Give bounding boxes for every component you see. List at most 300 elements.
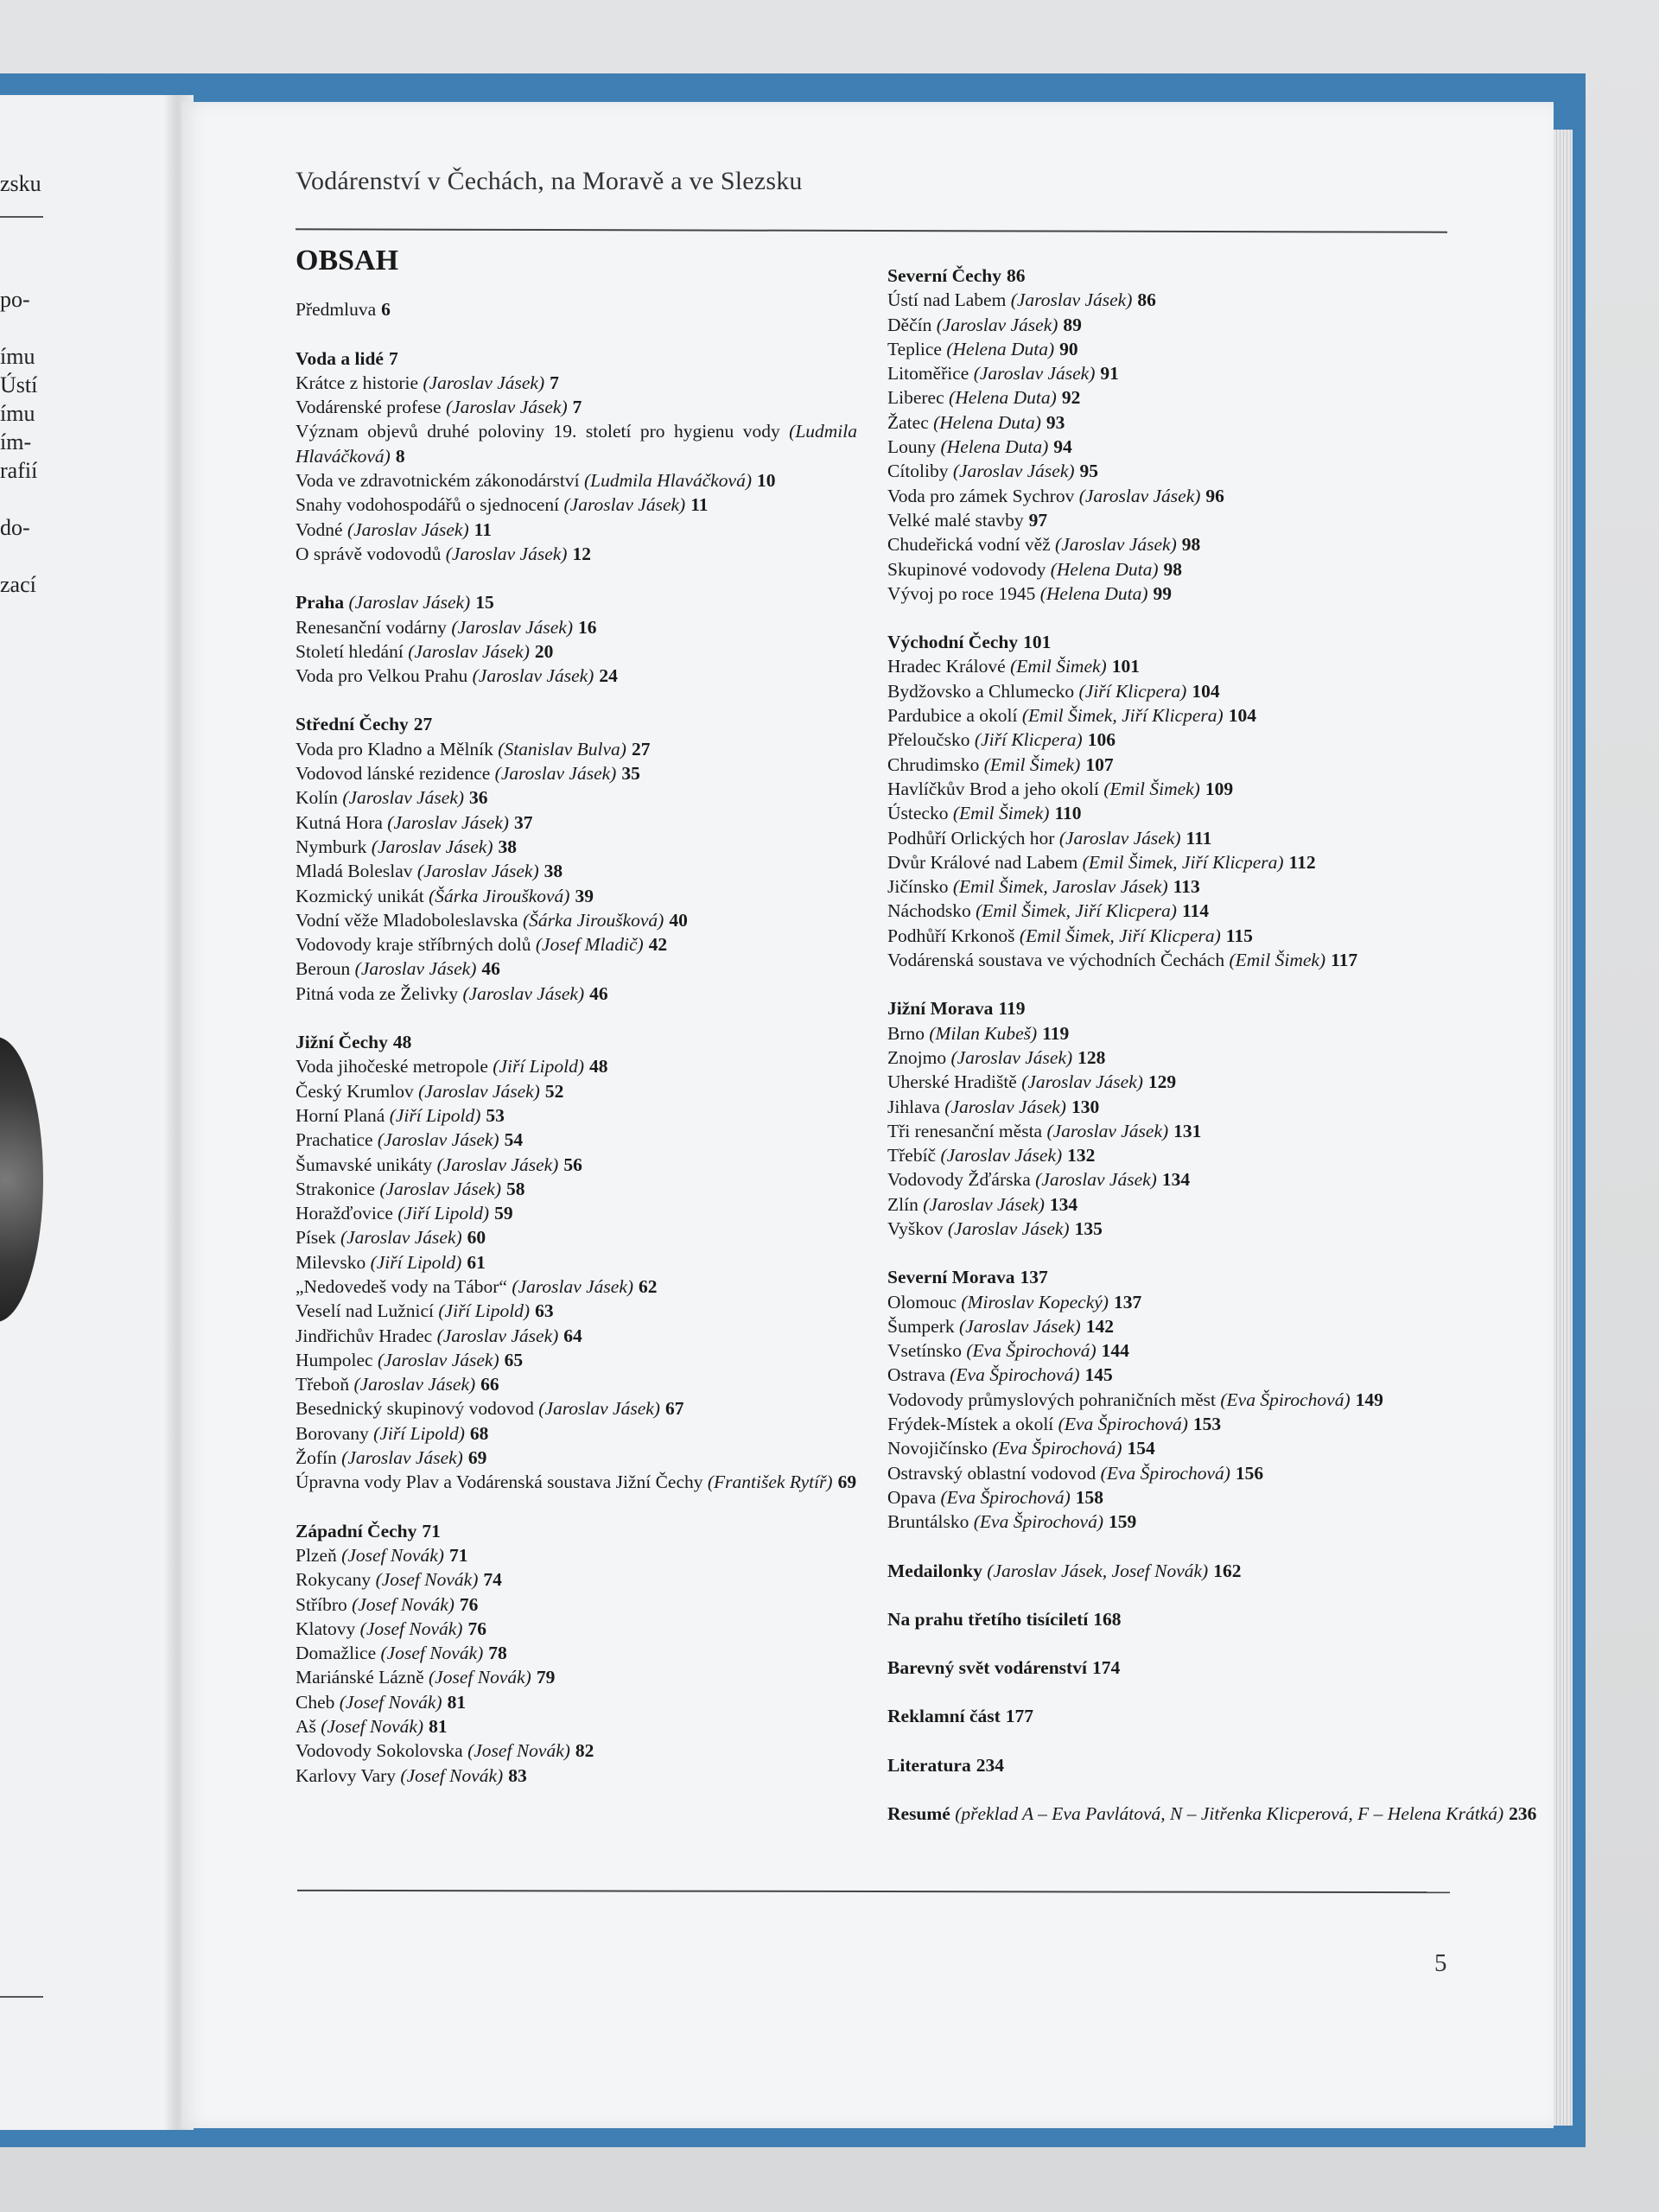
toc-entry [887,361,1449,385]
section-heading [887,1753,1449,1777]
entry-author: (Jaroslav Jásek) [947,1217,1070,1239]
toc-entry [887,410,1449,435]
toc-entry [887,679,1449,703]
entry-page-number: 68 [469,1422,489,1444]
section-heading [887,1802,1537,1826]
entry-title: Kolín [296,787,338,809]
toc-section [887,1265,1449,1534]
toc-entry [887,753,1449,777]
entry-title: Louny [887,436,937,458]
entry-author: (Jaroslav Jásek) [445,397,568,418]
entry-page-number: 82 [575,1740,594,1762]
entry-author: (Josef Novák) [352,1593,454,1615]
entry-page-number: 74 [483,1569,502,1591]
entry-author: (Jaroslav Jásek) [563,494,686,516]
entry-page-number: 119 [1042,1022,1070,1044]
toc-right-entries [887,264,1537,1826]
section-page-number: 236 [1509,1803,1537,1825]
entry-page-number: 11 [690,494,709,516]
entry-title: Skupinové vodovody [887,558,1046,580]
entry-title: Písek [296,1227,336,1249]
section-heading [296,590,857,614]
entry-author: (Jaroslav Jásek) [418,1080,540,1102]
toc-entry [296,1177,857,1201]
entry-page-number: 115 [1225,925,1253,946]
entry-title: Litoměřice [887,363,969,385]
toc-entry [887,508,1449,532]
entry-title: Podhůří Orlických hor [887,827,1055,849]
entry-page-number: 8 [395,445,405,467]
entry-author: (Emil Šimek, Jiří Klicpera) [1082,851,1284,873]
entry-page-number: 104 [1228,705,1256,727]
toc-entry [296,1470,857,1494]
section-heading [887,1559,1449,1583]
toc-entry [296,542,857,566]
toc-entry [887,948,1449,972]
entry-author: (Emil Šimek, Jiří Klicpera) [1021,705,1224,727]
section-page-number: 234 [976,1754,1004,1776]
toc-entry [887,1046,1449,1070]
entry-author: (Jaroslav Jásek) [341,1447,463,1469]
entry-page-number: 60 [467,1227,486,1249]
entry-title: Aš [296,1716,316,1738]
toc-section [887,264,1449,606]
entry-title: Pardubice a okolí [887,705,1018,727]
entry-author: (Josef Novák) [375,1569,479,1591]
entry-title: Velké malé stavby [887,509,1024,531]
toc-entry [887,582,1449,606]
entry-page-number: 81 [429,1716,448,1738]
entry-title: Podhůří Krkonoš [887,925,1015,946]
section-title: Reklamní část [887,1706,1001,1727]
toc-entry [887,1167,1449,1192]
entry-title: Tři renesanční města [887,1120,1043,1141]
entry-author: (Eva Špirochová) [1058,1414,1188,1435]
entry-author: (Jaroslav Jásek) [1010,289,1133,311]
entry-title: Vodovody Sokolovska [296,1740,463,1762]
section-heading [296,1519,857,1543]
entry-page-number: 134 [1161,1169,1191,1191]
entry-page-number: 7 [572,397,582,418]
toc-entry [887,1485,1449,1510]
entry-title: Bydžovsko a Chlumecko [887,680,1075,702]
entry-title: Kutná Hora [296,811,383,833]
contents-page [181,102,1554,2128]
entry-page-number: 71 [448,1544,468,1566]
entry-title: Úpravna vody Plav a Vodárenská soustava Jižní Čechy [296,1471,703,1493]
entry-title: Strakonice [296,1178,375,1199]
entry-author: (Josef Novák) [429,1667,531,1688]
header-rule [296,228,1447,232]
toc-entry [296,395,857,419]
entry-page-number: 134 [1049,1193,1078,1215]
entry-author: (Helena Duta) [1050,558,1159,580]
section-page-number: 174 [1091,1657,1121,1679]
entry-author: (Jaroslav Jásek) [387,811,509,833]
entry-author: (Jaroslav Jásek) [379,1178,502,1199]
toc-title: OBSAH [296,245,399,276]
entry-page-number: 106 [1087,729,1116,751]
entry-page-number: 145 [1084,1364,1113,1386]
entry-author: (Emil Šimek, Jiří Klicpera) [976,900,1177,922]
left-page-illustration [0,1037,43,1322]
toc-entry [887,337,1449,361]
entry-author: (Helena Duta) [946,338,1055,359]
section-heading [887,996,1449,1020]
toc-entry [887,385,1449,410]
toc-entry [296,1641,857,1665]
toc-entry [296,615,857,639]
section-author: (Jaroslav Jásek) [348,592,471,613]
entry-author: (Jaroslav Jásek) [342,787,465,809]
entry-author: (Jaroslav Jásek) [512,1275,634,1297]
entry-author: (Jaroslav Jásek) [472,665,594,687]
footer-rule [297,1890,1450,1893]
toc-entry [887,899,1449,923]
entry-author: (Josef Novák) [341,1544,444,1566]
toc-entry [296,1324,857,1348]
entry-author: (Emil Šimek) [1010,656,1107,677]
toc-entry [887,1412,1449,1436]
entry-author: (Jaroslav Jásek) [462,982,585,1004]
toc-entry [887,1217,1449,1241]
section-title: Severní Čechy [887,265,1001,286]
left-page-text-fragment: do- [0,515,30,540]
entry-author: (Jaroslav Jásek) [940,1145,1063,1166]
entry-title: Plzeň [296,1544,337,1566]
entry-title: Opava [887,1486,937,1508]
toc-entry [887,1436,1449,1460]
entry-page-number: 137 [1113,1291,1142,1313]
entry-title: Novojičínsko [887,1438,988,1459]
entry-page-number: 99 [1153,582,1173,604]
section-page-number: 7 [388,347,398,369]
entry-page-number: 61 [467,1251,486,1273]
left-page-text-fragment: ímu [0,401,35,426]
section-heading [887,1704,1449,1728]
entry-page-number: 63 [535,1300,554,1322]
entry-author: (Eva Špirochová) [1100,1462,1230,1484]
section-page-number: 119 [998,998,1026,1020]
entry-title: Veselí nad Lužnicí [296,1300,435,1322]
entry-title: Humpolec [296,1349,373,1370]
toc-entry [296,1225,857,1249]
entry-title: Ústí nad Labem [887,289,1007,311]
entry-page-number: 78 [488,1643,507,1664]
toc-entry [887,1363,1449,1387]
section-heading [296,346,857,371]
section-page-number: 71 [422,1520,441,1541]
section-title: Předmluva [296,299,377,321]
toc-section [887,1656,1449,1680]
entry-title: Milevsko [296,1251,366,1273]
section-heading [296,712,857,736]
section-title: Na prahu třetího tisíciletí [887,1608,1089,1630]
entry-page-number: 62 [639,1275,658,1297]
entry-page-number: 10 [757,470,776,492]
section-heading [887,630,1449,654]
entry-page-number: 98 [1163,558,1183,580]
toc-entry [887,435,1449,459]
entry-page-number: 86 [1137,289,1156,311]
entry-title: Vodovody Žďárska [887,1169,1031,1191]
section-heading [296,1030,857,1054]
entry-title: Teplice [887,338,942,359]
toc-entry [296,1153,857,1177]
entry-author: (Jaroslav Jásek) [952,461,1075,482]
entry-page-number: 130 [1071,1096,1100,1117]
entry-page-number: 7 [550,372,559,393]
toc-entry [296,957,857,981]
entry-page-number: 58 [506,1178,525,1199]
entry-author: (Jaroslav Jásek) [494,763,617,785]
entry-author: (Jaroslav Jásek) [416,861,539,882]
entry-title: Ústecko [887,803,949,824]
toc-entry [887,850,1449,874]
entry-title: Brno [887,1022,925,1044]
entry-title: Borovany [296,1422,369,1444]
entry-page-number: 94 [1053,436,1072,458]
toc-entry [887,874,1449,899]
entry-page-number: 98 [1181,534,1201,556]
entry-title: Nymburk [296,836,367,857]
left-page-text-fragment: zací [0,572,36,597]
toc-entry [296,761,857,785]
entry-author: (Ludmila Hlaváčková) [296,421,857,467]
entry-author: (Jaroslav Jásek) [538,1398,660,1420]
section-page-number: 27 [413,714,433,735]
entry-author: (Jiří Klicpera) [974,729,1083,751]
entry-author: (Jiří Lipold) [397,1203,490,1224]
toc-entry [887,1388,1449,1412]
entry-title: Zlín [887,1193,918,1215]
entry-page-number: 156 [1235,1462,1264,1484]
entry-title: Vodovody průmyslových pohraničních měst [887,1389,1216,1410]
section-page-number: 137 [1020,1267,1048,1288]
entry-title: Vodovod lánské rezidence [296,763,491,785]
entry-title: Pitná voda ze Želivky [296,982,459,1004]
toc-entry [296,1446,857,1470]
entry-title: Horažďovice [296,1203,393,1224]
toc-entry [296,1617,857,1641]
toc-entry [296,908,857,932]
entry-page-number: 129 [1147,1071,1177,1093]
toc-entry [887,1510,1449,1534]
entry-page-number: 38 [543,861,563,882]
toc-entry [296,664,857,688]
section-title: Západní Čechy [296,1520,417,1541]
toc-entry [296,1103,857,1128]
entry-page-number: 111 [1185,827,1212,849]
entry-title: Karlovy Vary [296,1764,397,1786]
section-heading [887,1265,1449,1289]
entry-title: Význam objevů druhé poloviny 19. století pro hygienu vody [296,421,780,442]
entry-page-number: 46 [589,982,608,1004]
entry-page-number: 52 [544,1080,564,1102]
entry-title: Žofín [296,1447,337,1469]
toc-entry [296,419,857,468]
entry-page-number: 53 [486,1104,505,1126]
entry-title: Mariánské Lázně [296,1667,424,1688]
entry-page-number: 56 [563,1154,582,1175]
entry-author: (Jaroslav Jásek) [950,1046,1073,1068]
entry-title: Beroun [296,958,351,980]
toc-entry [296,1299,857,1323]
entry-author: (Jaroslav Jásek) [1046,1120,1169,1141]
entry-page-number: 59 [494,1203,513,1224]
entry-author: (Jaroslav Jásek) [377,1349,499,1370]
section-title: Resumé [887,1803,950,1825]
entry-title: Besednický skupinový vodovod [296,1398,534,1420]
toc-entry [296,1274,857,1299]
entry-author: (Jaroslav Jásek) [1055,534,1177,556]
toc-entry [296,1348,857,1372]
toc-entry [887,1290,1449,1314]
entry-page-number: 131 [1173,1120,1202,1141]
entry-page-number: 67 [664,1398,684,1420]
entry-author: (Eva Špirochová) [1220,1389,1351,1410]
entry-page-number: 109 [1205,778,1234,799]
section-author: (Jaroslav Jásek, Josef Novák) [987,1560,1209,1581]
toc-entry [887,1314,1449,1338]
entry-author: (Jaroslav Jásek) [340,1227,462,1249]
entry-title: Uherské Hradiště [887,1071,1017,1093]
section-heading [887,1656,1449,1680]
toc-entry [296,884,857,908]
entry-author: (Miroslav Kopecký) [961,1291,1109,1313]
toc-entry [887,288,1449,312]
toc-entry [887,801,1449,825]
section-title: Medailonky [887,1560,982,1581]
toc-entry [296,1396,857,1421]
entry-title: Náchodsko [887,900,971,922]
entry-title: Krátce z historie [296,372,419,393]
toc-section [887,1753,1449,1777]
entry-title: Voda pro Velkou Prahu [296,665,468,687]
entry-title: Český Krumlov [296,1080,414,1102]
entry-author: (Jaroslav Jásek) [354,958,477,980]
toc-entry [296,835,857,859]
toc-section [887,996,1449,1241]
entry-page-number: 69 [837,1471,857,1493]
entry-author: (Eva Špirochová) [973,1511,1103,1533]
section-title: Východní Čechy [887,632,1019,653]
toc-section [887,1704,1449,1728]
toc-right-column [887,264,1537,1850]
toc-entry [296,1738,857,1763]
section-page-number: 48 [392,1032,412,1053]
entry-page-number: 158 [1075,1486,1103,1508]
entry-title: Klatovy [296,1618,356,1639]
entry-page-number: 27 [631,738,651,760]
entry-page-number: 20 [534,640,554,662]
toc-entry [296,785,857,810]
entry-title: Ostrava [887,1364,945,1386]
entry-title: Vodovody kraje stříbrných dolů [296,934,531,956]
entry-page-number: 107 [1085,753,1114,775]
left-page-text-fragment: ímu [0,344,35,369]
section-heading [887,1607,1449,1631]
toc-entry [887,1021,1449,1046]
toc-entry [887,532,1449,556]
section-title: Voda a lidé [296,347,384,369]
toc-section [887,1607,1449,1631]
entry-title: Hradec Králové [887,656,1006,677]
entry-page-number: 93 [1046,411,1065,433]
section-title: Jižní Čechy [296,1032,388,1053]
section-heading [296,297,857,321]
entry-author: (Milan Kubeš) [929,1022,1038,1044]
toc-section [887,1559,1449,1583]
toc-entry [887,1143,1449,1167]
entry-author: (Šárka Jiroušková) [522,909,664,931]
entry-title: Chrudimsko [887,753,980,775]
entry-author: (Jaroslav Jásek) [436,1154,559,1175]
entry-page-number: 11 [474,518,492,540]
entry-author: (Stanislav Bulva) [498,738,626,760]
left-page-text-fragment: Ústí [0,372,38,397]
entry-title: Voda ve zdravotnickém zákonodárství [296,470,580,492]
entry-title: Havlíčkův Brod a jeho okolí [887,778,1099,799]
toc-section [296,590,857,688]
section-page-number: 15 [475,592,494,613]
entry-title: Přeloučsko [887,729,970,751]
entry-author: (Jiří Lipold) [373,1422,465,1444]
toc-section [296,1030,857,1495]
entry-page-number: 149 [1355,1389,1383,1410]
entry-author: (Šárka Jiroušková) [429,885,570,906]
toc-section [296,1519,857,1788]
toc-entry [887,1070,1449,1094]
toc-entry [296,493,857,517]
entry-author: (Eva Špirochová) [950,1364,1080,1386]
entry-author: (Josef Novák) [359,1618,463,1639]
entry-page-number: 159 [1108,1511,1137,1533]
entry-author: (Eva Špirochová) [966,1340,1096,1362]
entry-author: (Jiří Klicpera) [1078,680,1187,702]
entry-title: Vsetínsko [887,1340,962,1362]
toc-entry [887,1461,1449,1485]
entry-page-number: 12 [572,543,591,564]
entry-page-number: 38 [498,836,517,857]
entry-author: (Jaroslav Jásek) [377,1129,499,1151]
entry-page-number: 16 [578,616,597,638]
toc-section [296,712,857,1006]
entry-title: Liberec [887,387,944,409]
entry-title: Vodárenská soustava ve východních Čechách [887,950,1225,971]
entry-page-number: 142 [1085,1315,1114,1337]
entry-author: (Helena Duta) [949,387,1057,409]
section-page-number: 177 [1005,1706,1034,1727]
entry-author: (Josef Novák) [400,1764,504,1786]
toc-entry [296,639,857,664]
entry-page-number: 54 [504,1129,524,1151]
entry-title: Žatec [887,411,929,433]
entry-title: Voda jihočeské metropole [296,1056,488,1077]
entry-title: Šumperk [887,1315,955,1337]
entry-title: Stříbro [296,1593,347,1615]
entry-title: Snahy vodohospodářů o sjednocení [296,494,560,516]
toc-section [887,630,1449,972]
entry-title: Rokycany [296,1569,372,1591]
entry-author: (Josef Novák) [339,1691,442,1713]
entry-title: Jihlava [887,1096,940,1117]
left-page [0,95,181,2130]
entry-page-number: 132 [1067,1145,1096,1166]
entry-page-number: 114 [1181,900,1210,922]
entry-page-number: 35 [621,763,640,785]
entry-author: (Helena Duta) [1039,582,1148,604]
